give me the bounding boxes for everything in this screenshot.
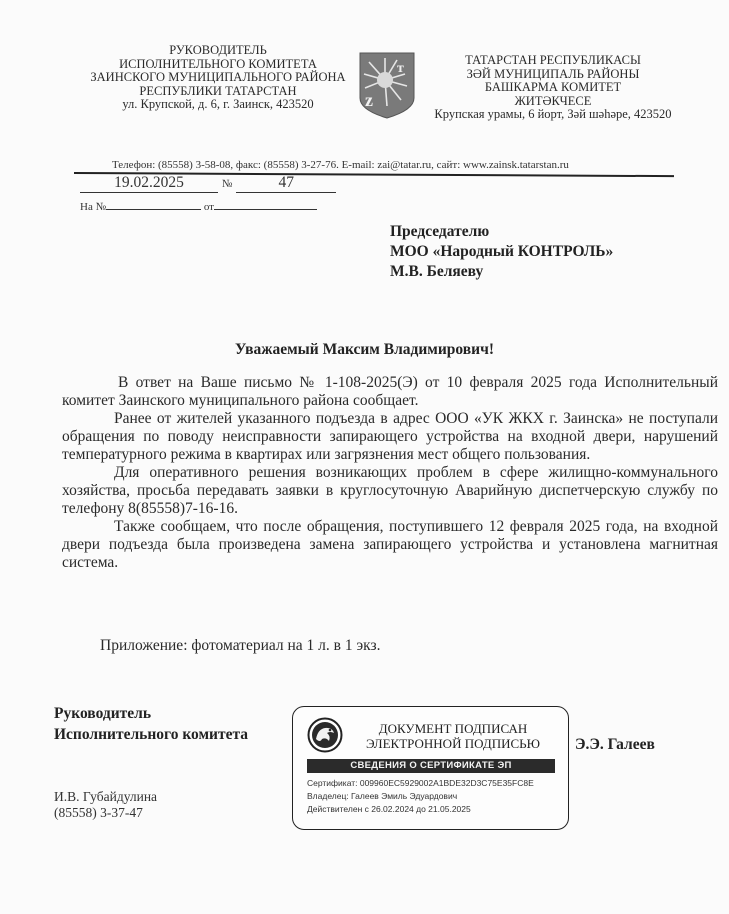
addressee-line: М.В. Беляеву — [390, 263, 484, 280]
letterhead-left — [82, 44, 354, 112]
letterhead-left-line: РУКОВОДИТЕЛЬ — [169, 43, 267, 57]
executor-name: И.В. Губайдулина — [54, 789, 158, 804]
signer-position — [54, 703, 248, 745]
registration-line — [80, 174, 336, 193]
body-paragraph: Для оперативного решения возникающих проблем в сфере жилищно-коммунального хозяйства, просьба передавать заявки в круглосуточную Аварийную диспетчерскую службу по телефону 8(85558)7-16-16. — [62, 464, 718, 517]
stamp-certificate-header: СВЕДЕНИЯ О СЕРТИФИКАТЕ ЭП — [307, 759, 555, 773]
letterhead-contacts: Телефон: (85558) 3-58-08, факс: (85558) 3-27-76. E-mail: zai@tatar.ru, сайт: www.zainsk.tatarstan.ru — [112, 159, 569, 171]
executor — [54, 789, 157, 821]
body-paragraph: Ранее от жителей указанного подъезда в адрес ООО «УК ЖКХ г. Заинска» не поступали обращения по поводу неисправности запирающего устройства на входной двери, нарушений температурного режима в квартирах или загрязнения мест общего пользования. — [62, 410, 718, 463]
registration-number: 47 — [236, 174, 336, 193]
addressee-line: МОО «Народный КОНТРОЛЬ» — [390, 243, 614, 260]
reply-from-field — [214, 197, 317, 210]
electronic-signature-stamp — [292, 706, 569, 830]
registration-number-label: № — [221, 178, 233, 190]
letterhead-right-line: ЖИТӘКЧЕСЕ — [514, 93, 592, 108]
letterhead-left-line: РЕСПУБЛИКИ ТАТАРСТАН — [139, 83, 297, 98]
letterhead-right-line: БАШКАРМА КОМИТЕТ — [484, 80, 622, 94]
salutation: Уважаемый Максим Владимирович! — [235, 341, 494, 358]
certificate-owner: Владелец: Галеев Эмиль Эдуардович — [307, 791, 458, 801]
zainsk-coat-of-arms-icon — [357, 50, 417, 120]
letterhead-left-address: ул. Крупской, д. 6, г. Заинск, 423520 — [122, 97, 314, 111]
certificate-number: Сертификат: 009960EC5929002A1BDE32D3C75E35FC8E — [307, 778, 534, 788]
certificate-validity: Действителен с 26.02.2024 до 21.05.2025 — [307, 804, 471, 814]
letterhead-right-line: ТАТАРСТАН РЕСПУБЛИКАСЫ — [465, 53, 641, 67]
addressee — [390, 222, 613, 282]
stamp-title-line: ЭЛЕКТРОННОЙ ПОДПИСЬЮ — [366, 736, 540, 751]
tatarstan-emblem-icon — [307, 717, 343, 753]
body-paragraph: В ответ на Ваше письмо № 1-108-2025(Э) от 10 февраля 2025 года Исполнительный комитет Заинского муниципального района сообщает. — [62, 374, 718, 409]
stamp-title-line: ДОКУМЕНТ ПОДПИСАН — [378, 721, 528, 736]
letter-body — [62, 374, 718, 572]
body-paragraph: Также сообщаем, что после обращения, поступившего 12 февраля 2025 года, на входной двери подъезда была произведена замена запирающего устройства и установлена магнитная система. — [62, 518, 718, 571]
reply-number-field — [106, 197, 201, 210]
executor-phone: (85558) 3-37-47 — [54, 805, 143, 820]
letterhead-right-address: Крупская урамы, 6 йорт, Зәй шәһәре, 423520 — [434, 107, 672, 121]
svg-text:z: z — [365, 90, 373, 110]
registration-date: 19.02.2025 — [80, 174, 218, 193]
signer-position-line: Руководитель — [54, 705, 152, 722]
letterhead-right-line: ЗӘЙ МУНИЦИПАЛЬ РАЙОНЫ — [466, 66, 640, 81]
stamp-title — [349, 721, 557, 751]
reply-number-label: На № — [80, 201, 107, 213]
signer-name: Э.Э. Галеев — [575, 736, 655, 753]
signer-position-line: Исполнительного комитета — [54, 726, 249, 743]
letterhead-left-line: ЗАИНСКОГО МУНИЦИПАЛЬНОГО РАЙОНА — [90, 70, 346, 84]
addressee-line: Председателю — [390, 223, 490, 240]
reply-reference-line — [80, 197, 317, 213]
letterhead-left-line: ИСПОЛНИТЕЛЬНОГО КОМИТЕТА — [119, 56, 317, 71]
reply-from-label: от — [203, 201, 214, 213]
letterhead-right — [425, 54, 681, 122]
attachment-note: Приложение: фотоматериал на 1 л. в 1 экз. — [100, 637, 381, 654]
svg-text:т: т — [397, 61, 404, 76]
stamp-certificate-info — [307, 777, 534, 816]
